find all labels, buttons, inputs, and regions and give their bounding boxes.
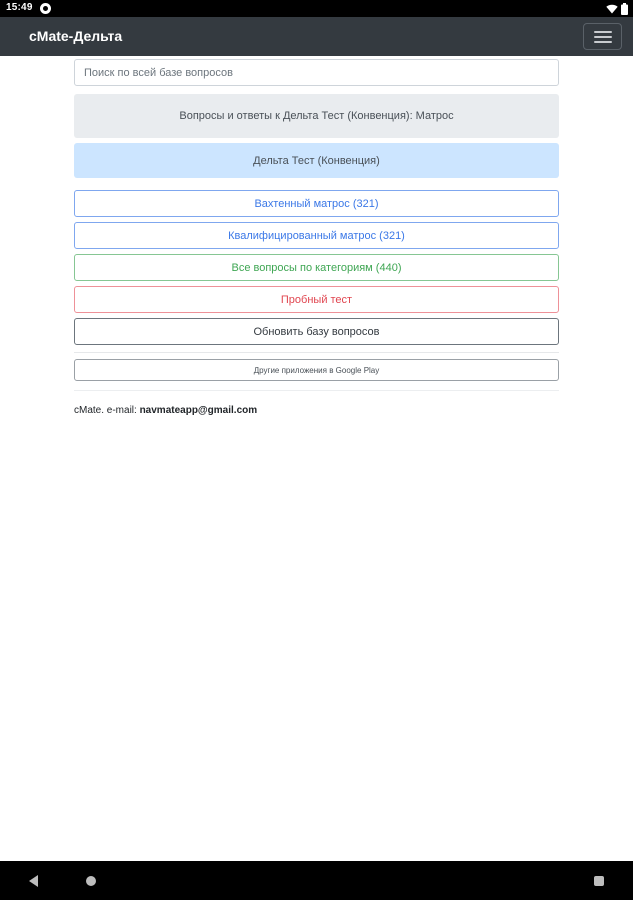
qualified-sailor-button[interactable]: Квалифицированный матрос (321) — [74, 222, 559, 249]
system-navigation-bar — [0, 861, 633, 900]
all-questions-by-category-button[interactable]: Все вопросы по категориям (440) — [74, 254, 559, 281]
recents-icon[interactable] — [594, 876, 604, 886]
status-bar — [0, 0, 633, 17]
main-content — [74, 59, 559, 416]
menu-toggle-button[interactable] — [583, 23, 622, 50]
app-brand[interactable]: cMate-Дельта — [29, 28, 123, 44]
contact-info — [74, 405, 559, 416]
back-icon[interactable] — [29, 875, 38, 887]
wifi-icon — [606, 4, 618, 14]
contact-prefix: cMate. e-mail: — [74, 405, 140, 416]
watch-sailor-button[interactable]: Вахтенный матрос (321) — [74, 190, 559, 217]
other-apps-button[interactable]: Другие приложения в Google Play — [74, 359, 559, 381]
page-title: Вопросы и ответы к Дельта Тест (Конвенция): Матрос — [74, 94, 559, 138]
search-input[interactable] — [74, 59, 559, 86]
status-icons — [606, 2, 628, 15]
divider — [74, 390, 559, 391]
app-notification-icon — [40, 3, 51, 14]
page-subtitle: Дельта Тест (Конвенция) — [74, 143, 559, 178]
app-navbar — [0, 17, 633, 56]
update-database-button[interactable]: Обновить базу вопросов — [74, 318, 559, 345]
status-time: 15:49 — [6, 2, 33, 13]
home-icon[interactable] — [86, 876, 96, 886]
contact-email: navmateapp@gmail.com — [139, 405, 258, 416]
divider — [74, 352, 559, 353]
trial-test-button[interactable]: Пробный тест — [74, 286, 559, 313]
battery-icon — [621, 3, 628, 15]
